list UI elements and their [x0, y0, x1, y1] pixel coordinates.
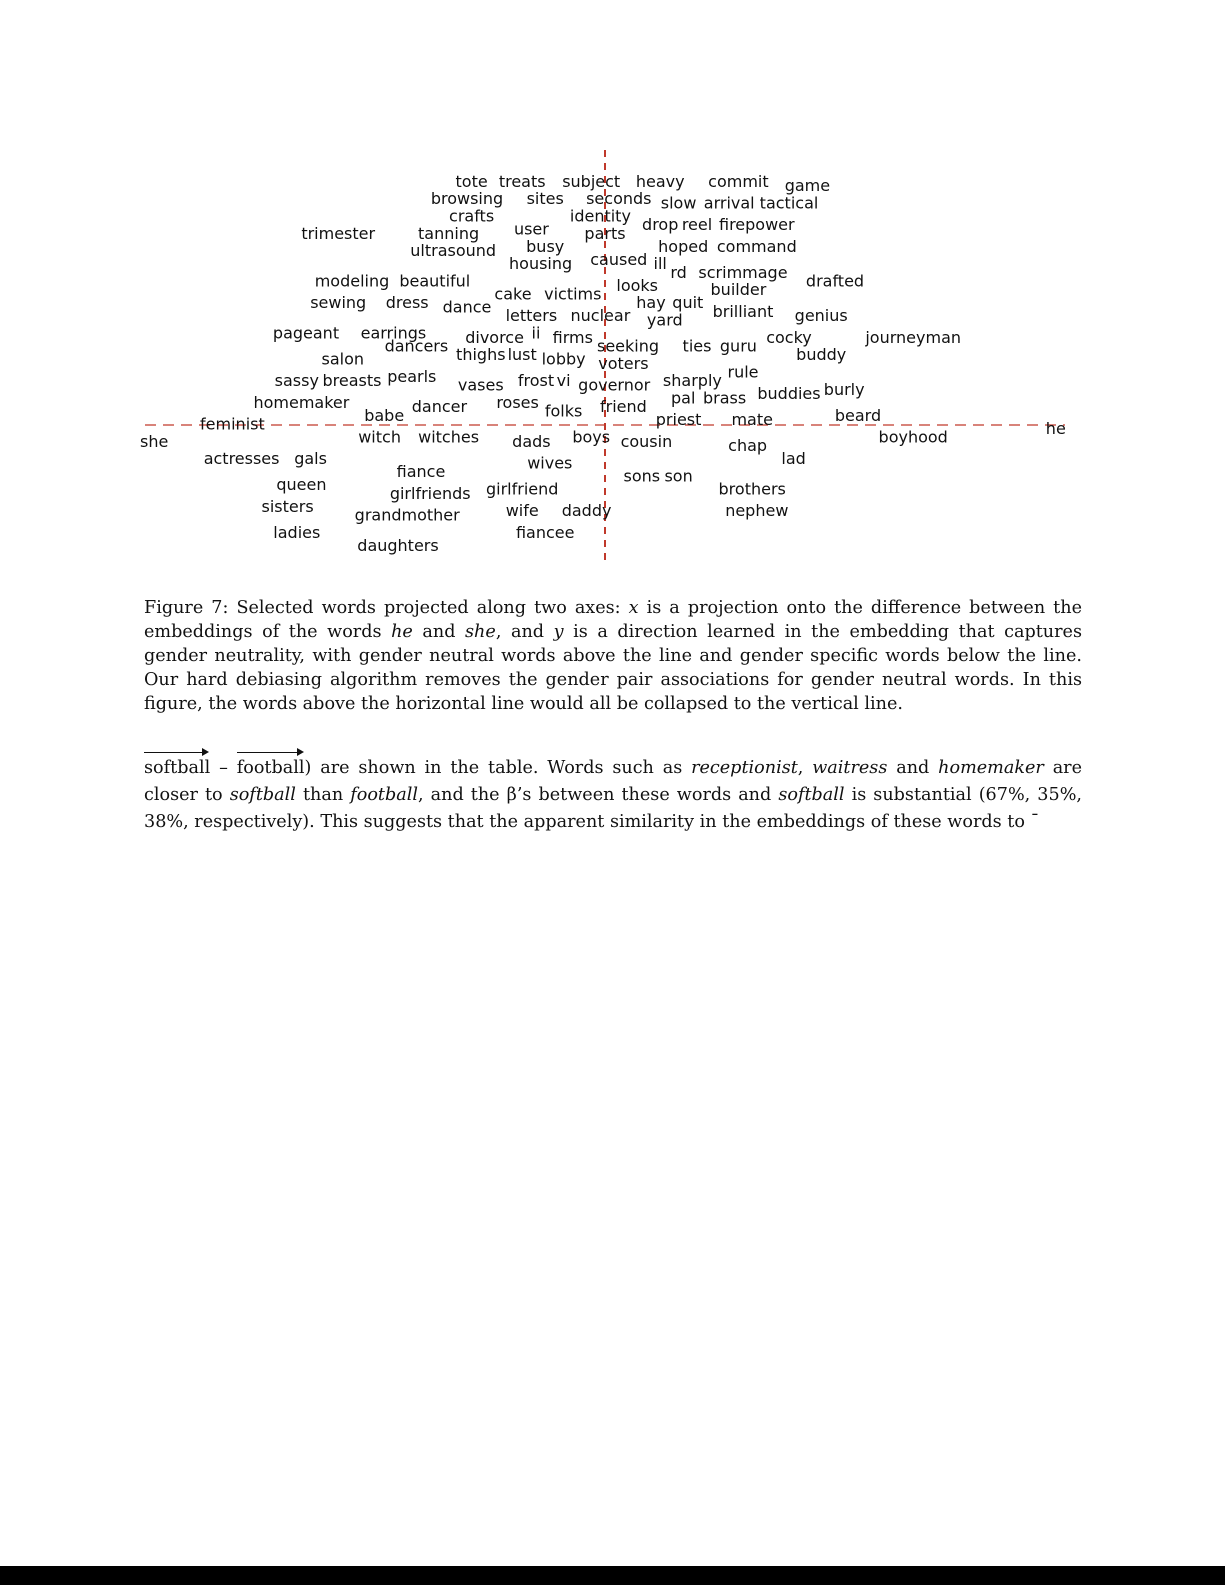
- word-point-mate: mate: [731, 410, 773, 430]
- word-point-victims: victims: [544, 284, 602, 304]
- term-softball: softball: [778, 785, 845, 805]
- word-point-reel: reel: [681, 215, 713, 235]
- word-point-dads: dads: [512, 431, 551, 451]
- caption-text: is a direction learned in the embedding that captures gender neutrality, with gender neutral words above the line and gender specific words below the line. Our hard debiasing algorithm removes the gender pair associations for gender neutral words. In this figure, the words above the horizontal line would all be collapsed to the vertical line.: [144, 622, 1082, 714]
- word-point-nuclear: nuclear: [570, 306, 631, 326]
- word-point-hay: hay: [636, 293, 666, 313]
- word-point-quit: quit: [672, 293, 704, 313]
- caption-label: Figure 7:: [144, 598, 229, 618]
- word-point-grandmother: grandmother: [354, 505, 460, 525]
- word-point-firepower: firepower: [718, 215, 795, 235]
- word-point-sisters: sisters: [261, 496, 314, 516]
- word-point-ladies: ladies: [273, 522, 321, 542]
- word-point-trimester: trimester: [301, 223, 376, 243]
- body-text: , and the β’s between these words and: [418, 785, 779, 805]
- word-point-homemaker: homemaker: [253, 392, 350, 412]
- word-point-commit: commit: [708, 171, 769, 191]
- body-text: are closer to: [144, 758, 1082, 805]
- word-point-friend: friend: [600, 397, 647, 417]
- word-point-guru: guru: [719, 336, 757, 356]
- word-point-folks: folks: [544, 401, 583, 421]
- word-point-dress: dress: [385, 293, 429, 313]
- word-point-builder: builder: [710, 280, 767, 300]
- caption-word-he: he: [391, 622, 413, 642]
- word-point-browsing: browsing: [430, 189, 504, 209]
- word-point-letters: letters: [505, 306, 558, 326]
- body-text: is substantial (67%, 35%, 38%, respectively). This suggests that the apparent similarity in the embeddings of these words to ¯: [144, 785, 1083, 832]
- word-point-breasts: breasts: [322, 371, 382, 391]
- word-point-babe: babe: [364, 405, 405, 425]
- caption-x-symbol: x: [628, 598, 639, 618]
- word-point-scrimmage: scrimmage: [698, 262, 788, 282]
- word-point-rule: rule: [727, 362, 759, 382]
- word-point-divorce: divorce: [465, 327, 524, 347]
- term-homemaker: homemaker: [938, 758, 1044, 778]
- word-point-drafted: drafted: [805, 271, 865, 291]
- word-point-firms: firms: [552, 327, 593, 347]
- word-point-tanning: tanning: [418, 223, 480, 243]
- word-point-yard: yard: [646, 310, 683, 330]
- word-point-command: command: [716, 236, 797, 256]
- word-point-feminist: feminist: [200, 414, 265, 434]
- caption-text: Selected words projected along two axes:: [228, 598, 629, 618]
- word-point-pal: pal: [670, 388, 696, 408]
- word-point-chap: chap: [728, 436, 768, 456]
- word-point-nephew: nephew: [725, 501, 789, 521]
- body-text: and: [887, 758, 939, 778]
- caption-text: , and: [495, 622, 554, 642]
- word-point-queen: queen: [276, 475, 327, 495]
- word-point-beautiful: beautiful: [399, 271, 471, 291]
- minus-sign: –: [210, 758, 237, 778]
- caption-y-symbol: y: [553, 622, 564, 642]
- word-point-identity: identity: [569, 206, 631, 226]
- word-point-rd: rd: [670, 262, 687, 282]
- word-point-wife: wife: [505, 501, 539, 521]
- word-point-genius: genius: [794, 306, 848, 326]
- word-point-buddies: buddies: [757, 384, 821, 404]
- word-point-frost: frost: [517, 371, 555, 391]
- word-point-he: he: [1045, 418, 1066, 438]
- word-point-boys: boys: [572, 427, 611, 447]
- word-point-sassy: sassy: [274, 371, 319, 391]
- word-point-user: user: [513, 219, 549, 239]
- word-point-housing: housing: [509, 254, 573, 274]
- vector-softball: softball: [144, 755, 210, 782]
- word-point-pageant: pageant: [272, 323, 340, 343]
- word-point-dancer: dancer: [411, 397, 468, 417]
- word-point-brass: brass: [702, 388, 747, 408]
- word-point-tote: tote: [455, 171, 488, 191]
- word-point-wives: wives: [527, 453, 573, 473]
- word-point-heavy: heavy: [635, 171, 685, 191]
- word-point-salon: salon: [321, 349, 365, 369]
- term-waitress: waitress: [812, 758, 888, 778]
- word-point-brilliant: brilliant: [712, 301, 774, 321]
- caption-text: is a projection onto the difference between the embeddings of the words: [144, 598, 1082, 642]
- word-point-cocky: cocky: [766, 327, 812, 347]
- word-point-seconds: seconds: [586, 189, 652, 209]
- body-text: than: [295, 785, 351, 805]
- body-paragraph: [144, 755, 1082, 836]
- word-point-crafts: crafts: [449, 206, 495, 226]
- word-point-witches: witches: [418, 427, 480, 447]
- word-point-thighs: thighs: [456, 345, 506, 365]
- word-projection-scatter: [0, 0, 1225, 580]
- word-point-girlfriends: girlfriends: [389, 483, 471, 503]
- term-football: football: [350, 785, 419, 805]
- caption-word-she: she: [465, 622, 496, 642]
- word-point-priest: priest: [655, 410, 702, 430]
- caption-text: and: [412, 622, 466, 642]
- word-point-daddy: daddy: [561, 501, 612, 521]
- word-point-daughters: daughters: [357, 535, 439, 555]
- word-point-buddy: buddy: [796, 345, 847, 365]
- word-point-burly: burly: [823, 379, 865, 399]
- page-bottom-bar: [0, 1566, 1225, 1585]
- word-point-slow: slow: [660, 193, 697, 213]
- word-point-ties: ties: [682, 336, 712, 356]
- word-point-ultrasound: ultrasound: [410, 241, 497, 261]
- word-point-brothers: brothers: [718, 479, 786, 499]
- word-point-dancers: dancers: [384, 336, 449, 356]
- word-point-journeyman: journeyman: [865, 327, 962, 347]
- word-point-sharply: sharply: [662, 371, 722, 391]
- word-point-lust: lust: [507, 345, 537, 365]
- word-point-seeking: seeking: [596, 336, 660, 356]
- word-labels: [140, 172, 1066, 555]
- word-point-cousin: cousin: [620, 431, 673, 451]
- word-point-sewing: sewing: [310, 293, 367, 313]
- word-point-vases: vases: [457, 375, 504, 395]
- word-point-modeling: modeling: [314, 271, 390, 291]
- word-point-fiancee: fiancee: [515, 522, 575, 542]
- word-point-lad: lad: [781, 449, 806, 469]
- word-point-tactical: tactical: [759, 193, 819, 213]
- word-point-dance: dance: [442, 297, 492, 317]
- word-point-hoped: hoped: [658, 236, 709, 256]
- word-point-busy: busy: [526, 236, 565, 256]
- vector-football: football: [237, 755, 305, 782]
- word-point-game: game: [784, 176, 831, 196]
- word-point-sites: sites: [526, 189, 564, 209]
- term-receptionist: receptionist: [691, 758, 798, 778]
- word-point-arrival: arrival: [703, 193, 755, 213]
- word-point-fiance: fiance: [396, 462, 446, 482]
- word-point-roses: roses: [496, 392, 539, 412]
- word-point-actresses: actresses: [203, 449, 280, 469]
- word-point-pearls: pearls: [387, 366, 437, 386]
- word-point-lobby: lobby: [541, 349, 586, 369]
- word-point-son: son: [664, 466, 693, 486]
- word-point-witch: witch: [358, 427, 401, 447]
- word-point-cake: cake: [494, 284, 532, 304]
- word-point-drop: drop: [642, 215, 679, 235]
- word-point-treats: treats: [498, 171, 546, 191]
- word-point-beard: beard: [834, 405, 882, 425]
- term-softball: softball: [229, 785, 296, 805]
- word-point-subject: subject: [562, 171, 621, 191]
- word-point-ii: ii: [531, 323, 541, 343]
- word-point-girlfriend: girlfriend: [485, 479, 559, 499]
- body-text: ) are shown in the table. Words such as: [304, 758, 692, 778]
- word-point-gals: gals: [294, 449, 327, 469]
- word-point-governor: governor: [578, 375, 651, 395]
- word-point-boyhood: boyhood: [878, 427, 948, 447]
- word-point-caused: caused: [590, 249, 648, 269]
- word-point-looks: looks: [616, 275, 659, 295]
- word-point-earrings: earrings: [360, 323, 427, 343]
- word-point-voters: voters: [598, 353, 649, 373]
- figure-caption: [144, 596, 1082, 716]
- word-point-parts: parts: [584, 223, 626, 243]
- body-text: ,: [797, 758, 813, 778]
- word-point-vi: vi: [556, 371, 571, 391]
- word-point-sons: sons: [623, 466, 661, 486]
- word-point-she: she: [140, 431, 169, 451]
- word-point-ill: ill: [653, 254, 667, 274]
